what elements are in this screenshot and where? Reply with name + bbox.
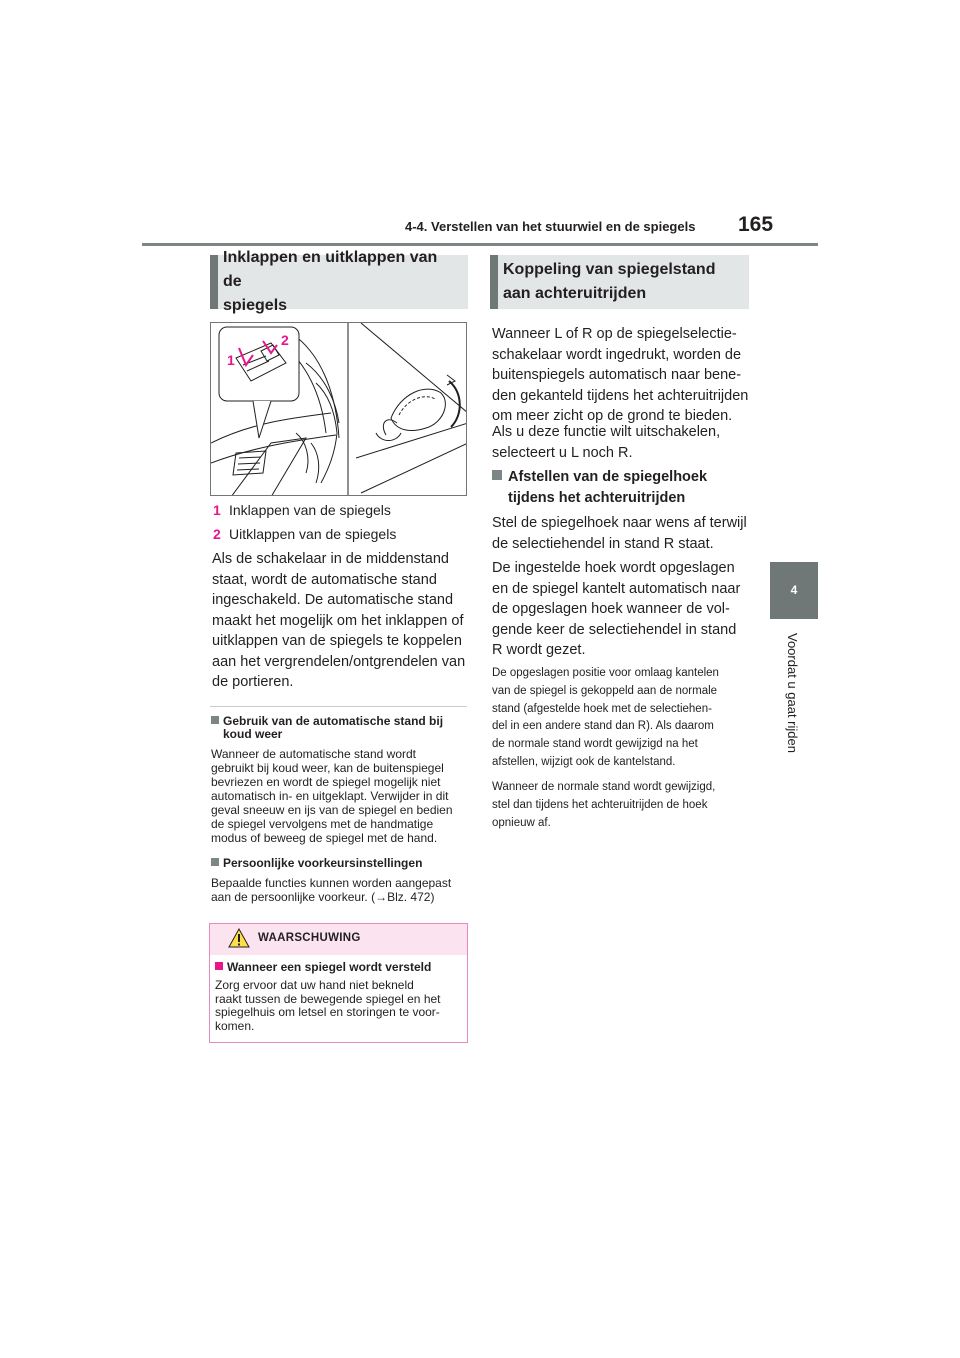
- bullet-square-icon: [211, 858, 219, 866]
- page-number: 165: [738, 213, 774, 236]
- warning-triangle-icon: [228, 928, 250, 948]
- bullet-square-icon: [492, 470, 502, 480]
- right-para2-line: Als u deze functie wilt uitschakelen,: [492, 424, 721, 440]
- right-para3: [492, 513, 754, 554]
- list-item-2-text: Uitklappen van de spiegels: [229, 526, 397, 542]
- warning-line: raakt tussen de bewegende spiegel en het: [215, 991, 441, 1006]
- note1-line: bevriezen en wordt de spiegel mogelijk niet: [211, 775, 441, 789]
- right-note-a-line: afstellen, wijzigt ook de kantelstand.: [492, 755, 676, 768]
- note1-title-line2: koud weer: [223, 727, 283, 741]
- right-para1-line: om meer zicht op de grond te bieden.: [492, 408, 733, 424]
- warning-title: WAARSCHUWING: [258, 932, 361, 944]
- right-para1-line: buitenspiegels automatisch naar bene-: [492, 367, 742, 383]
- note2-line: aan de persoonlijke voorkeur. (→Blz. 472): [211, 890, 435, 904]
- section-header: 4-4. Verstellen van het stuurwiel en de spiegels: [405, 219, 696, 234]
- right-para4: [492, 558, 754, 661]
- note1-line: de spiegel vervolgens met de handmatige: [211, 817, 434, 831]
- note2-title: [211, 857, 469, 870]
- right-subtitle-line1: Afstellen van de spiegelhoek: [508, 469, 708, 485]
- left-para-line: Als de schakelaar in de middenstand: [212, 551, 449, 567]
- note1-title: [211, 715, 469, 741]
- list-item-2-number: 2: [213, 526, 221, 542]
- warning-line: Zorg ervoor dat uw hand niet bekneld: [215, 978, 414, 992]
- warning-box: [209, 923, 468, 1043]
- right-note-a-line: De opgeslagen positie voor omlaag kantelen: [492, 667, 719, 679]
- right-para4-line: en de spiegel kantelt automatisch naar: [492, 580, 741, 597]
- bullet-square-icon: [211, 716, 219, 724]
- right-section-heading: [490, 255, 749, 309]
- right-note-b-line: opnieuw af.: [492, 816, 551, 829]
- warning-body: [215, 979, 465, 1033]
- right-para4-line: R wordt gezet.: [492, 642, 586, 658]
- warning-header: [210, 924, 467, 955]
- left-para-line: maakt het mogelijk om het inklappen of: [212, 612, 464, 629]
- left-para-line: uitklappen van de spiegels te koppelen: [212, 633, 462, 649]
- warning-line: komen.: [215, 1018, 255, 1033]
- left-paragraph: [212, 549, 468, 693]
- right-note-b: [492, 779, 754, 832]
- right-para3-line: Stel de spiegelhoek naar wens af terwijl: [492, 515, 747, 531]
- note2-body: [211, 876, 469, 904]
- left-para-line: aan het vergrendelen/ontgrendelen van: [212, 653, 466, 670]
- note1-line: geval sneeuw en ijs van de spiegel en bedien: [211, 803, 453, 817]
- right-note-b-line: stel dan tijdens het achteruitrijden de hoek: [492, 798, 708, 811]
- right-para3-line: de selectiehendel in stand R staat.: [492, 535, 714, 552]
- figure-label-2: 2: [281, 332, 289, 348]
- right-para2-line: selecteert u L noch R.: [492, 444, 633, 461]
- warning-subtitle: [215, 960, 431, 974]
- right-para1-line: den gekanteld tijdens het achteruitrijden: [492, 387, 749, 404]
- left-para-line: ingeschakeld. De automatische stand: [212, 592, 454, 608]
- right-heading-line1: Koppeling van spiegelstand: [503, 261, 716, 278]
- warning-line: spiegelhuis om letsel en storingen te voor-: [215, 1005, 440, 1019]
- left-para-line: staat, wordt de automatische stand: [212, 571, 437, 588]
- right-note-a: [492, 665, 754, 772]
- mirror-switch-illustration: [210, 322, 467, 496]
- note1-line: Wanneer de automatische stand wordt: [211, 747, 417, 761]
- right-note-b-line: Wanneer de normale stand wordt gewijzigd,: [492, 781, 716, 793]
- chapter-label: Voordat u gaat rijden: [785, 633, 800, 753]
- right-subtitle-line2: tijdens het achteruitrijden: [508, 489, 686, 506]
- left-section-heading: [210, 249, 468, 314]
- chapter-label-box: [785, 633, 805, 793]
- illustration-svg: [211, 323, 467, 496]
- list-item-1: [213, 501, 391, 519]
- note1-body: [211, 747, 469, 845]
- list-item-1-text: Inklappen van de spiegels: [229, 502, 391, 518]
- right-para1-line: schakelaar wordt ingedrukt, worden de: [492, 346, 742, 363]
- right-subtitle: [492, 467, 754, 508]
- bullet-square-icon: [215, 962, 223, 970]
- left-heading-line1: Inklappen en uitklappen van de: [223, 249, 438, 290]
- right-note-a-line: stand (afgestelde hoek met de selectiehen-: [492, 702, 712, 715]
- right-para1: [492, 324, 754, 427]
- list-item-2: [213, 525, 396, 543]
- right-note-a-line: de normale stand wordt gewijzigd na het: [492, 738, 698, 751]
- right-para2: [492, 422, 754, 463]
- note1-title-line1: Gebruik van de automatische stand bij: [223, 714, 444, 728]
- note1-line: gebruikt bij koud weer, kan de buitenspiegel: [211, 761, 444, 775]
- right-note-a-line: del in een andere stand dan R). Als daarom: [492, 720, 714, 733]
- right-para4-line: gende keer de selectiehendel in stand: [492, 621, 737, 638]
- right-para4-line: De ingestelde hoek wordt opgeslagen: [492, 560, 735, 576]
- left-para-line: de portieren.: [212, 674, 294, 690]
- note2-line: Bepaalde functies kunnen worden aangepast: [211, 876, 452, 890]
- divider: [210, 706, 467, 707]
- note1-line: modus of beweeg de spiegel met de hand.: [211, 831, 438, 845]
- right-para1-line: Wanneer L of R op de spiegelselectie-: [492, 326, 737, 342]
- warning-subtitle-text: Wanneer een spiegel wordt versteld: [227, 960, 432, 974]
- right-para4-line: de opgeslagen hoek wanneer de vol-: [492, 601, 730, 617]
- note1-line: automatisch in- en uitgeklapt. Verwijder in dit: [211, 789, 449, 803]
- right-note-a-line: van de spiegel is gekoppeld aan de normale: [492, 684, 718, 697]
- left-heading-line2: spiegels: [223, 297, 288, 314]
- right-heading-line2: aan achteruitrijden: [503, 285, 647, 302]
- chapter-tab: 4: [770, 562, 818, 619]
- figure-label-1: 1: [227, 352, 235, 368]
- note2-title-text: Persoonlijke voorkeursinstellingen: [223, 856, 423, 870]
- list-item-1-number: 1: [213, 502, 221, 518]
